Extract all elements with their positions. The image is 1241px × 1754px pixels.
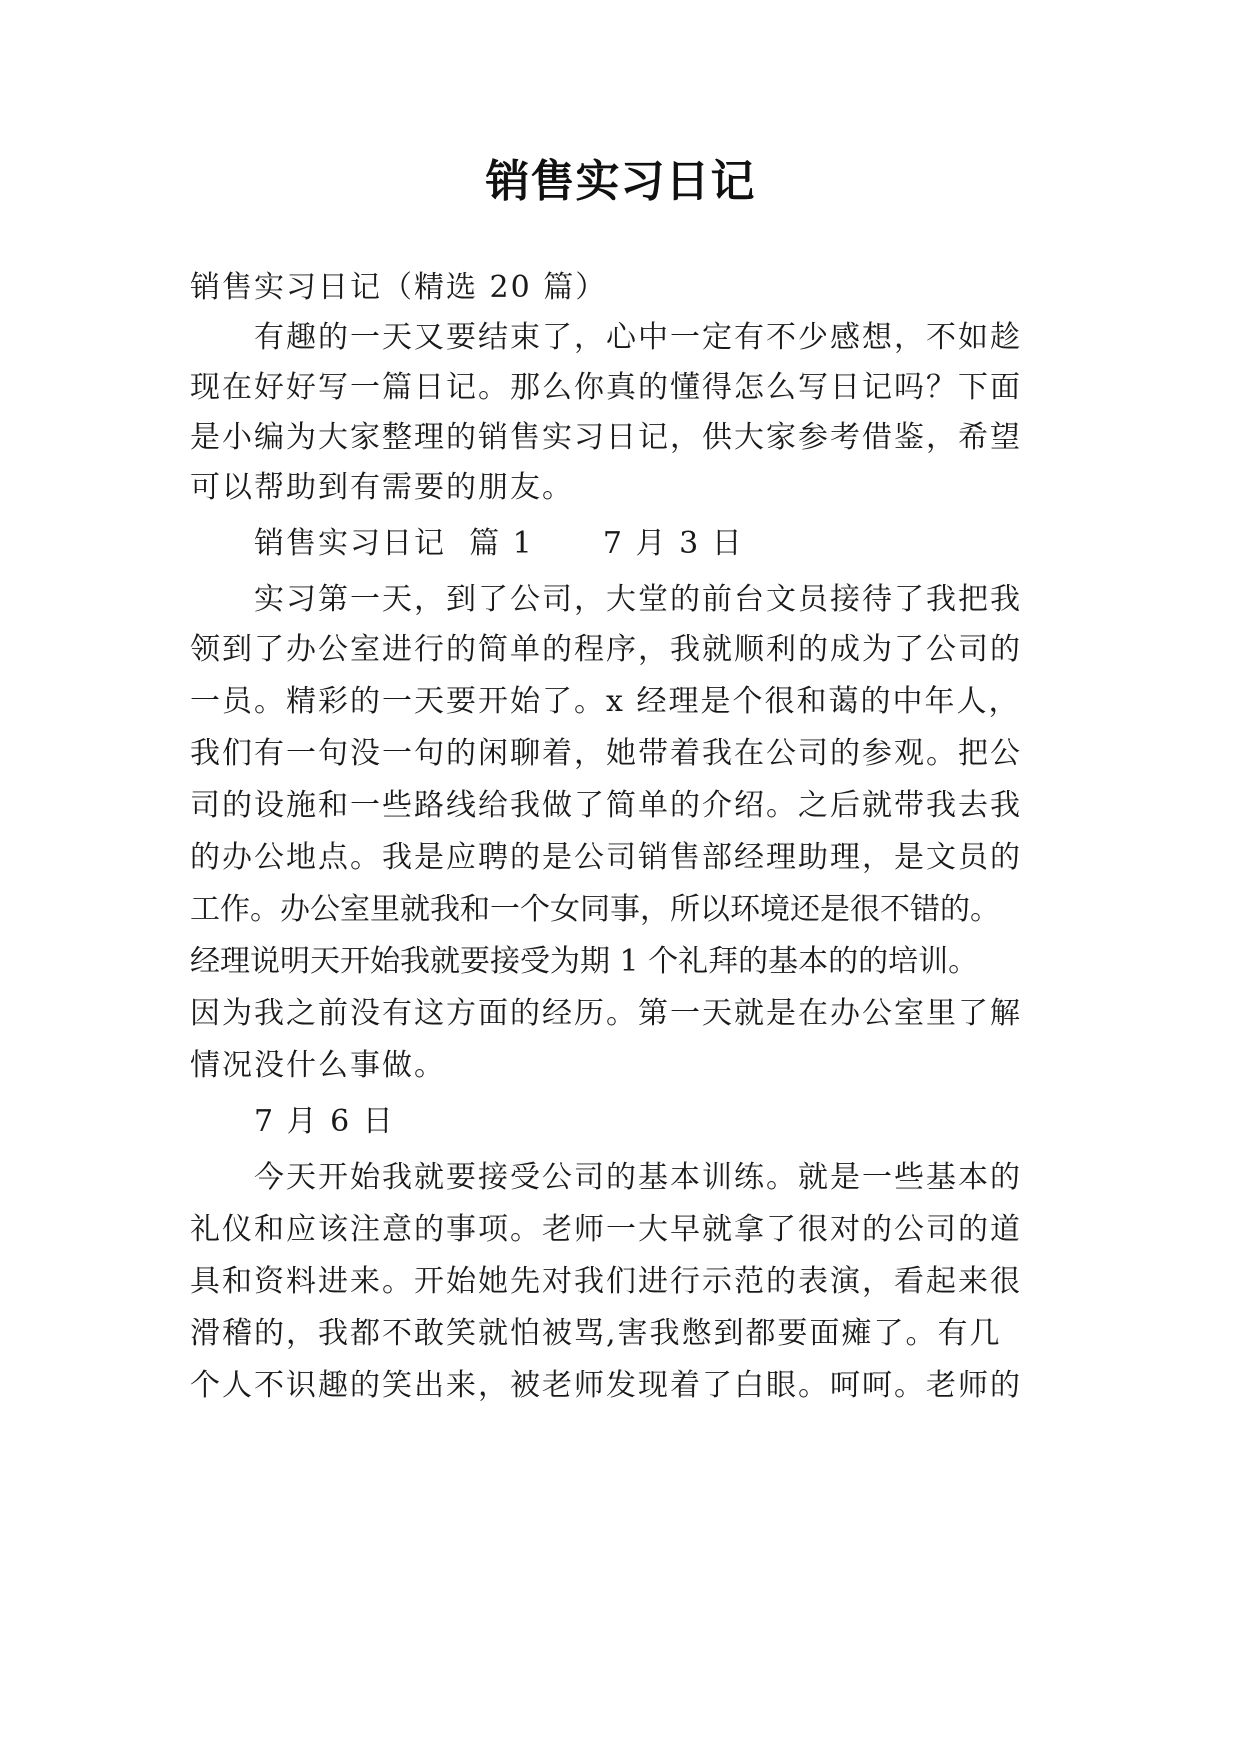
paragraph-line: 现在好好写一篇日记。那么你真的懂得怎么写日记吗？下面 xyxy=(190,370,1022,405)
date-heading: 7 月 6 日 xyxy=(254,1104,395,1139)
paragraph-line: 的办公地点。我是应聘的是公司销售部经理助理，是文员的 xyxy=(190,840,1022,875)
paragraph-line: 经理说明天开始我就要接受为期 1 个礼拜的基本的的培训。 xyxy=(190,944,979,979)
paragraph-line: 是小编为大家整理的销售实习日记，供大家参考借鉴，希望 xyxy=(190,420,1022,455)
paragraph-line: 礼仪和应该注意的事项。老师一大早就拿了很对的公司的道 xyxy=(190,1212,1022,1247)
paragraph-line: 今天开始我就要接受公司的基本训练。就是一些基本的 xyxy=(254,1160,1022,1195)
paragraph-line: 可以帮助到有需要的朋友。 xyxy=(190,470,574,505)
document-title: 销售实习日记 xyxy=(485,156,756,207)
paragraph-line: 实习第一天，到了公司，大堂的前台文员接待了我把我 xyxy=(254,582,1022,617)
paragraph-line: 我们有一句没一句的闲聊着，她带着我在公司的参观。把公 xyxy=(190,736,1022,771)
paragraph-line: 司的设施和一些路线给我做了简单的介绍。之后就带我去我 xyxy=(190,788,1022,823)
paragraph-line: 因为我之前没有这方面的经历。第一天就是在办公室里了解 xyxy=(190,996,1022,1031)
paragraph-line: 情况没什么事做。 xyxy=(190,1048,446,1083)
paragraph-line: 个人不识趣的笑出来，被老师发现着了白眼。呵呵。老师的 xyxy=(190,1368,1022,1403)
paragraph-line: 一员。精彩的一天要开始了。x 经理是个很和蔼的中年人， xyxy=(190,684,1021,719)
paragraph-line: 有趣的一天又要结束了，心中一定有不少感想，不如趁 xyxy=(254,320,1022,355)
paragraph-line: 具和资料进来。开始她先对我们进行示范的表演，看起来很 xyxy=(190,1264,1022,1299)
paragraph-line: 工作。办公室里就我和一个女同事，所以环境还是很不错的。 xyxy=(190,892,1000,927)
subtitle-line: 销售实习日记（精选 20 篇） xyxy=(190,270,608,305)
paragraph-line: 领到了办公室进行的简单的程序，我就顺利的成为了公司的 xyxy=(190,632,1022,667)
section-heading: 销售实习日记 篇 1 7 月 3 日 xyxy=(254,526,744,561)
paragraph-line: 滑稽的，我都不敢笑就怕被骂,害我憋到都要面瘫了。有几 xyxy=(190,1316,1002,1351)
